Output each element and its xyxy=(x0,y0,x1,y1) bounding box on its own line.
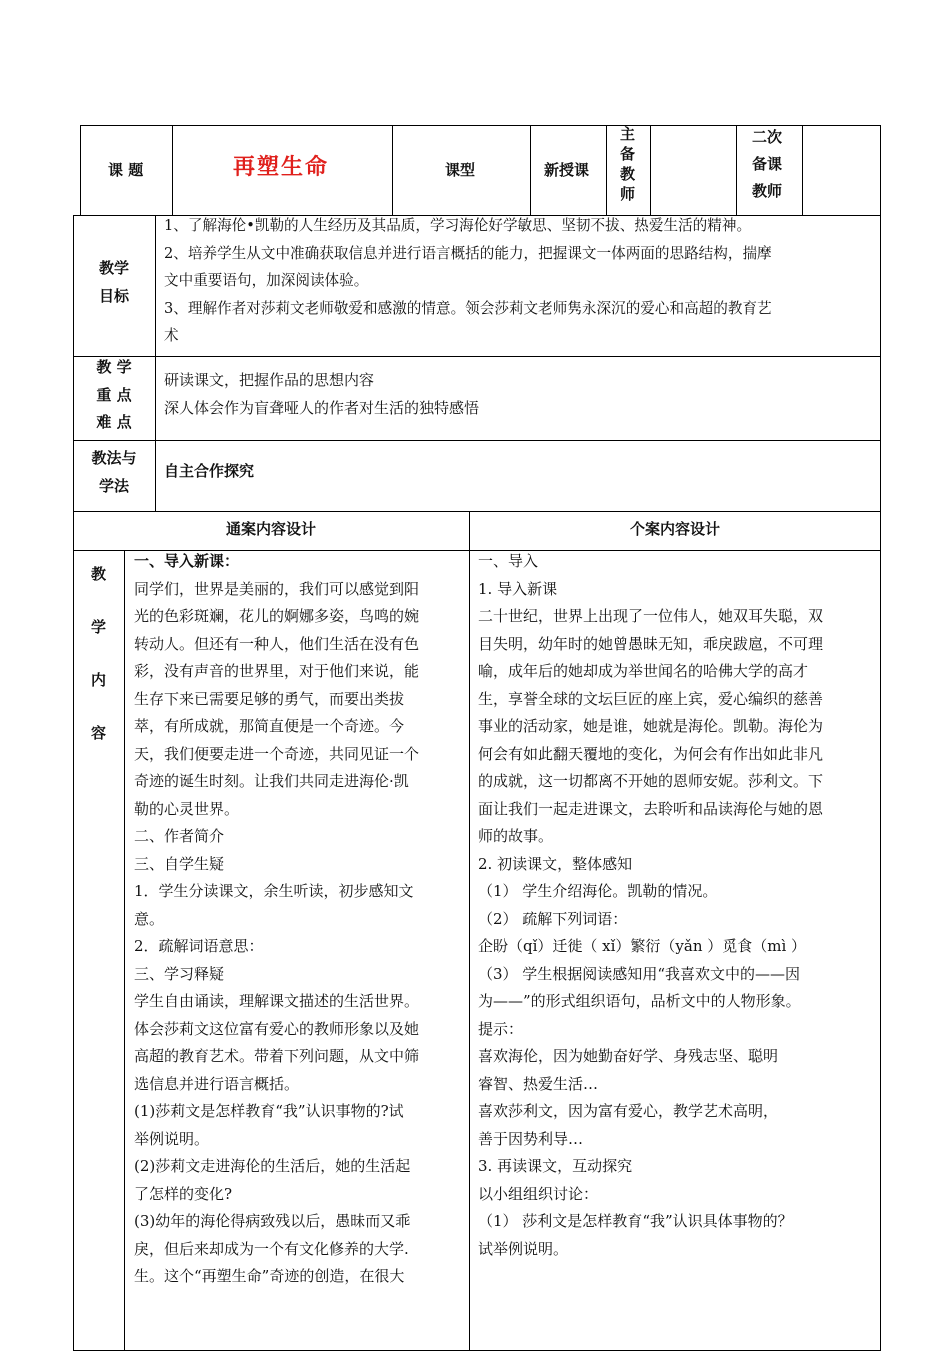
right-design-content: 一、导入 1. 导入新课 二十世纪，世界上出现了一位伟人，她双耳失聪，双 目失明，幼年时的她曾愚昧无知，乖戾跋扈，不可理 喻，成年后的她却成为举世闻名的哈佛大学的高才 生，享誉全球的文坛巨匠的座上宾，爱心编织的慈善 事业的活动家，她是谁，她就是海伦。凯勒。海伦为 何会有如此翻天覆地的变化，为何会有作出如此非凡 的成就，这一切都离不开她的恩师安妮。莎利文。下 面让我们一起走进课文，去聆听和品读海伦与她的恩 师的故事。 2. 初读课文，整体感知 （1） 学生介绍海伦。凯勒的情况。 （2） 疏解下列词语： 企盼（qǐ）迁徙（ xǐ）繁衍（yǎn ）觅食（mì ） （3） 学生根据阅读感知用“我喜欢文中的——因 为——”的形式组织语句，品析文中的人物形象。 提示： 喜欢海伦，因为她勤奋好学、身残志坚、聪明 睿智、热爱生活… 喜欢莎利文，因为富有爱心，教学艺术高明， 善于因势利导… 3. 再读课文，互动探究 以小组组织讨论： （1） 莎利文是怎样教育“我”认识具体事物的？ 试举例说明。 xyxy=(478,552,824,1258)
course-title: 再塑生命 xyxy=(233,154,330,180)
method-label: 教法与 学法 xyxy=(91,449,137,495)
keypoints-text: 研读课文，把握作品的思想内容 深人体会作为盲聋哑人的作者对生活的独特感悟 xyxy=(164,371,480,417)
left-design-content: 一、导入新课： 同学们，世界是美丽的，我们可以感觉到阳 光的色彩斑斓，花儿的婀娜多姿，鸟鸣的婉 转动人。但还有一种人，他们生活在没有色 彩，没有声音的世界里，对于他们来说，能 生存下来已需要足够的勇气，而要出类拔 萃，有所成就，那简直便是一个奇迹。今 天，我们便要走进一个奇迹，共同见证一个 奇迹的诞生时刻。让我们共同走进海伦·凯 勒的心灵世界。 二、作者简介 三、自学生疑 1．学生分读课文，余生听读，初步感知文 意。 2．疏解词语意思： 三、学习释疑 学生自由诵读，理解课文描述的生活世界。 体会莎莉文这位富有爱心的教师形象以及她 高超的教育艺术。带着下列问题，从文中筛 选信息并进行语言概括。 (1)莎莉文是怎样教育“我”认识事物的?试 举例说明。 (2)莎莉文走进海伦的生活后，她的生活起 了怎样的变化? (3)幼年的海伦得病致残以后，愚昧而又乖 戾，但后来却成为一个有文化修养的大学. 生。这个“再塑生命”奇迹的创造，在很大 xyxy=(134,552,420,1285)
course-label: 课 题 xyxy=(108,161,144,179)
method-value: 自主合作探究 xyxy=(164,462,255,480)
second-teacher-label: 二次 备课 教师 xyxy=(752,128,783,200)
type-value: 新授课 xyxy=(544,161,590,179)
type-label: 课型 xyxy=(445,161,476,179)
keypoints-label: 教 学 重 点 难 点 xyxy=(96,358,132,431)
design-side-label: 教 学 内 容 xyxy=(90,565,106,742)
main-teacher-label: 主 备 教 师 xyxy=(620,125,636,203)
left-design-header: 通案内容设计 xyxy=(225,520,316,538)
goals-text: 1、了解海伦•凯勒的人生经历及其品质，学习海伦好学敏思、坚韧不拔、热爱生活的精神。 2、培养学生从文中准确获取信息并进行语言概括的能力，把握课文一体两面的思路结构，揣摩 文中重要语句，加深阅读体验。 3、理解作者对莎莉文老师敬爱和感激的情意。领会莎莉文老师隽永深沉的爱心和高超的教育艺 术 xyxy=(164,217,772,344)
goals-label: 教学 目标 xyxy=(98,259,129,305)
right-design-header: 个案内容设计 xyxy=(629,520,720,538)
